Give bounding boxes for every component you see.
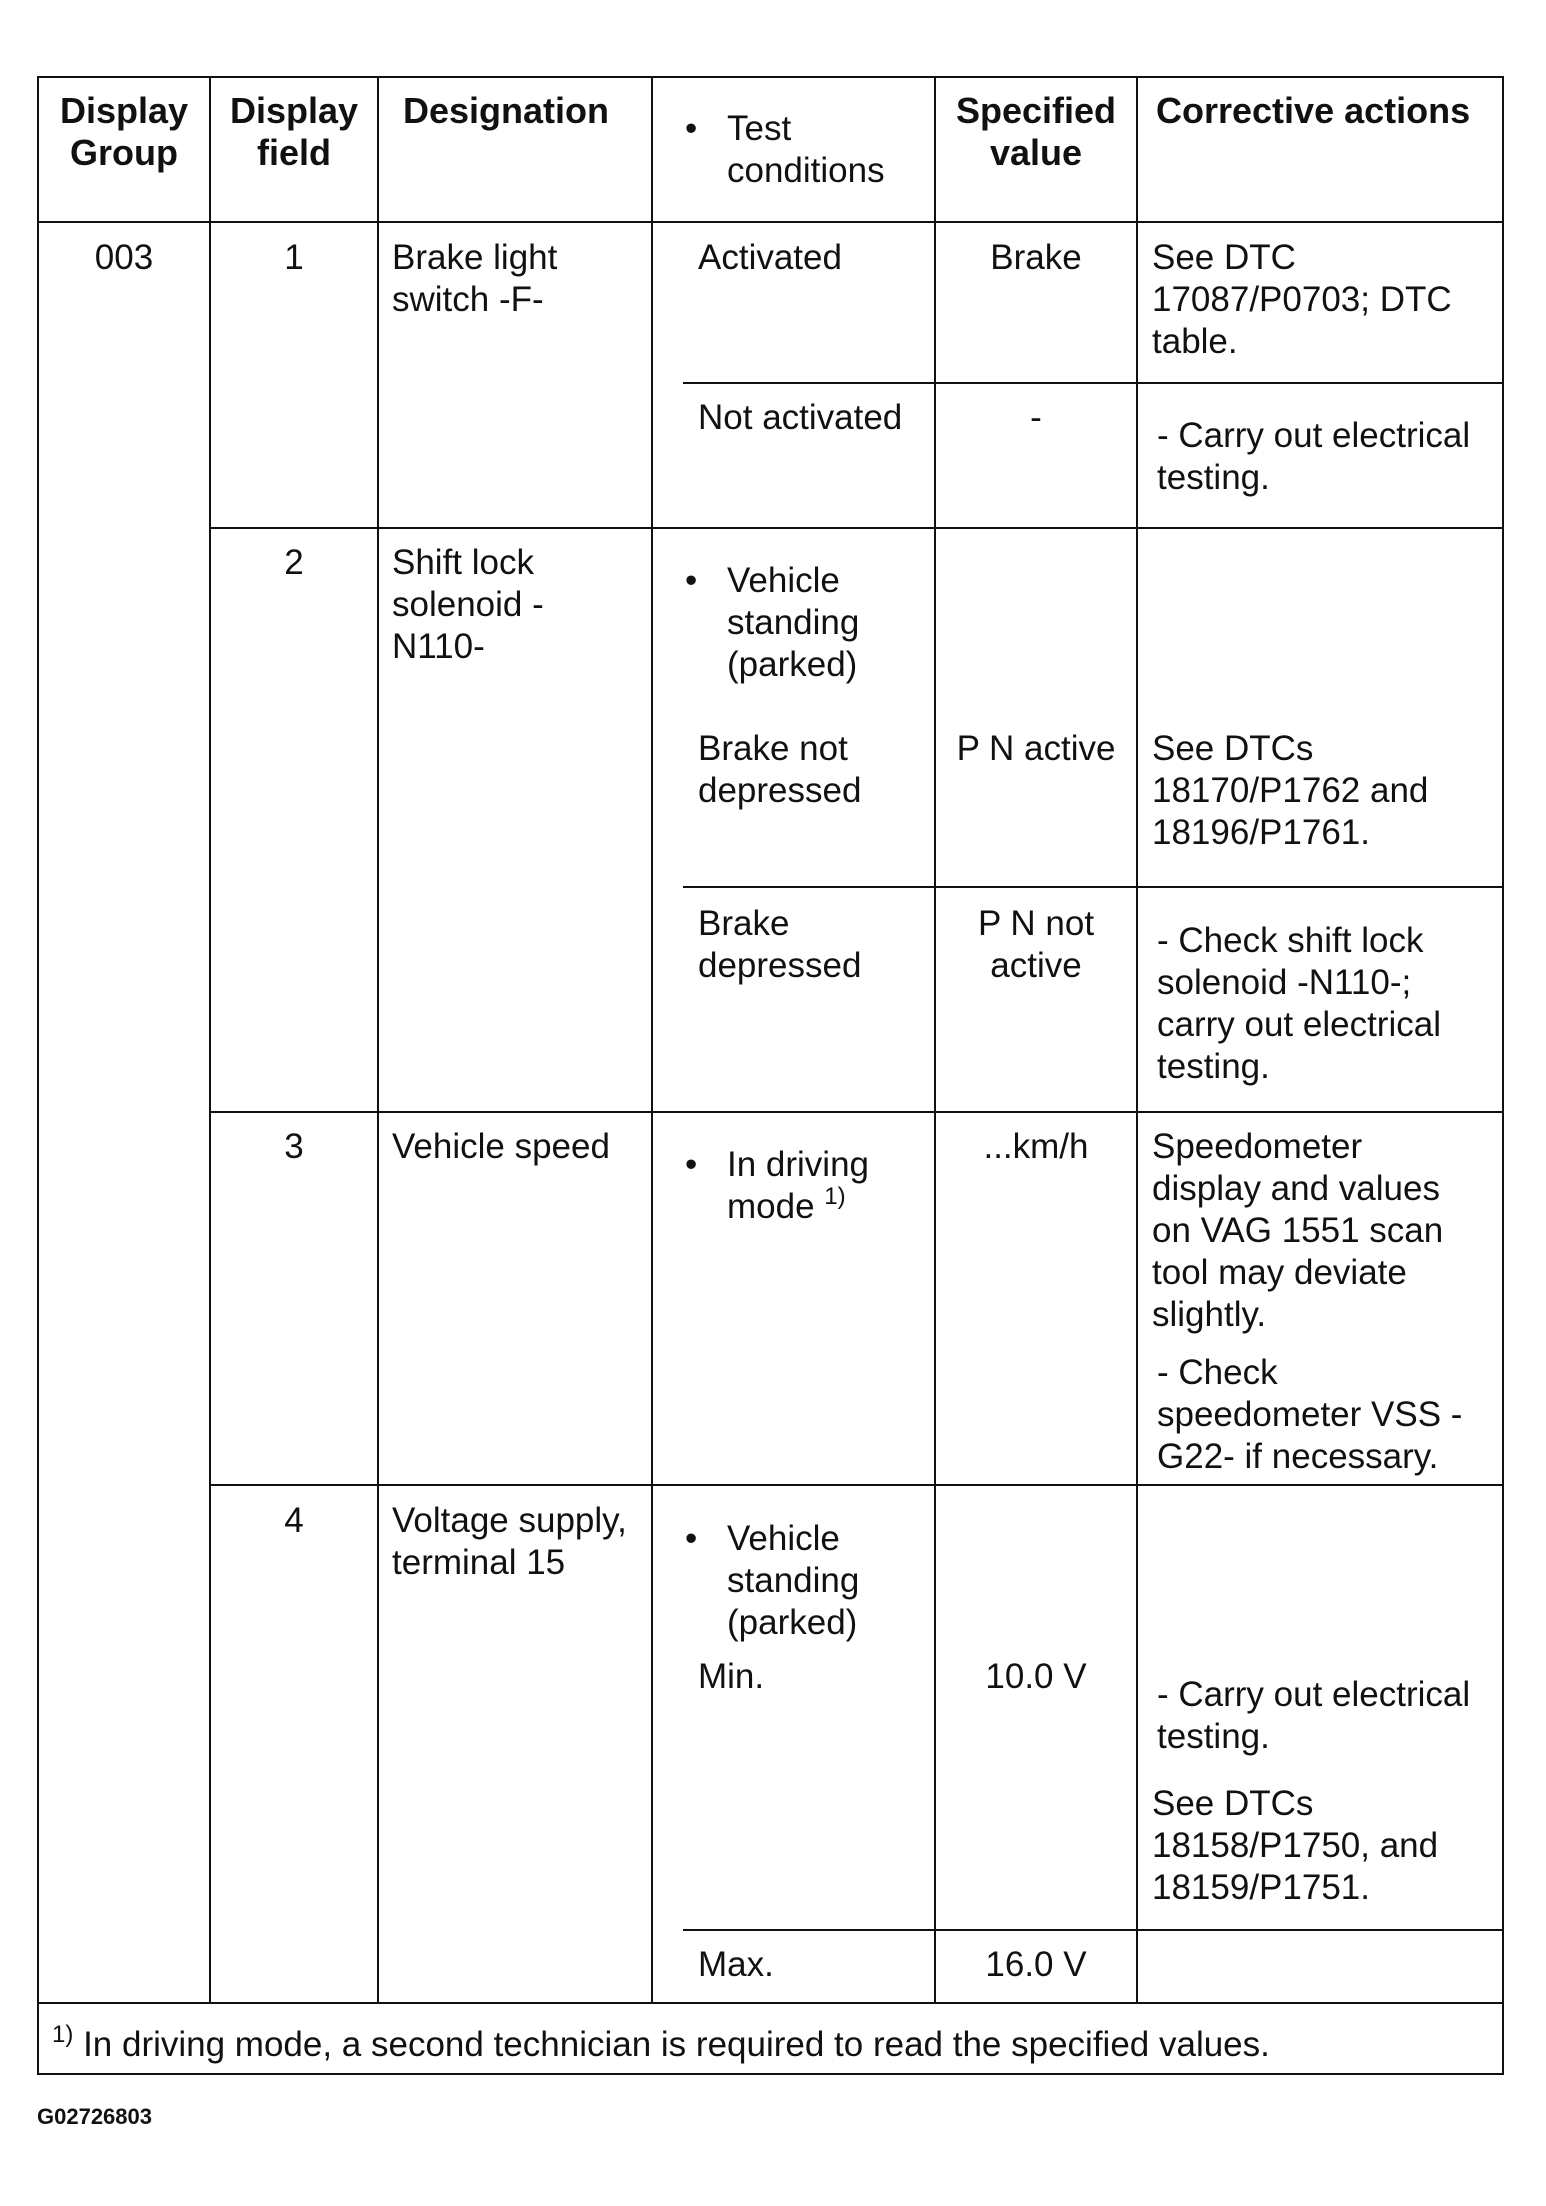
specified-value-cell: 10.0 V [985,1657,1087,1696]
row-divider [209,1484,1504,1486]
footnote-mark: 1) [52,2021,74,2048]
footnote-reference: 1) [824,1183,846,1210]
display-field-value: 2 [284,543,304,582]
designation-cell: Voltage supply, terminal 15 [392,1501,627,1582]
bullet-icon: • [685,561,698,600]
specified-value-cell: - [1030,398,1042,437]
test-condition-cell: Not activated [698,398,903,437]
header-display-field: Display field [229,90,359,173]
footnote [52,2021,1492,2066]
specified-value-cell: Brake [990,238,1082,277]
corrective-action-cell: See DTCs 18158/P1750, and 18159/P1751. [1152,1784,1439,1907]
corrective-action-cell: - Check shift lock solenoid -N110-; carry out electrical testing. [1157,921,1441,1086]
sub-row-divider [683,382,1504,384]
header-divider [37,221,1504,223]
test-condition-text: In driving mode [727,1145,870,1226]
display-group-value: 003 [94,238,154,277]
header-specified-value: Specified value [955,90,1117,173]
specified-value-cell: ...km/h [983,1127,1089,1166]
designation-cell: Brake light switch -F- [392,238,558,319]
row-divider [209,1111,1504,1113]
corrective-action-cell: - Carry out electrical testing. [1157,1675,1471,1756]
sub-row-divider [683,886,1504,888]
header-display-group: Display Group [59,90,189,173]
col-divider [377,76,379,2002]
bullet-icon: • [685,1145,698,1184]
corrective-action-cell: - Carry out electrical testing. [1157,416,1471,497]
designation-cell: Vehicle speed [392,1127,610,1166]
sub-row-divider [683,1929,1504,1931]
specified-value-cell: P N active [956,729,1116,768]
display-field-value: 4 [284,1501,304,1540]
corrective-action-cell: See DTC 17087/P0703; DTC table. [1152,238,1452,361]
header-designation: Designation [403,90,610,131]
footnote-divider [37,2002,1504,2004]
test-condition-bullet: Vehicle standing (parked) [727,561,860,684]
test-condition-cell: Max. [698,1945,774,1984]
test-condition-cell: Activated [698,238,842,277]
specified-value-cell: 16.0 V [985,1945,1087,1984]
footnote-text: In driving mode, a second technician is required to read the specified values. [73,2025,1270,2064]
specified-value-cell: P N not active [977,904,1095,985]
bullet-icon: • [685,1519,698,1558]
col-divider [209,76,211,2002]
display-field-value: 3 [284,1127,304,1166]
display-field-value: 1 [284,238,304,277]
test-condition-bullet: Vehicle standing (parked) [727,1519,860,1642]
test-condition-cell: Brake not depressed [698,729,862,810]
corrective-action-cell: - Check speedometer VSS - G22- if necessary. [1157,1353,1463,1476]
corrective-action-cell: Speedometer display and values on VAG 1551 scan tool may deviate slightly. [1152,1127,1444,1334]
col-divider [651,76,653,2002]
designation-cell: Shift lock solenoid - N110- [392,543,544,666]
figure-code: G02726803 [37,2104,152,2129]
test-condition-bullet [727,1144,927,1232]
bullet-icon: • [685,109,698,148]
row-divider [209,527,1504,529]
col-divider [934,76,936,2002]
header-test-conditions: Test conditions [727,109,885,190]
corrective-action-cell: See DTCs 18170/P1762 and 18196/P1761. [1152,729,1429,852]
col-divider [1136,76,1138,2002]
header-corrective-actions: Corrective actions [1156,90,1471,131]
test-condition-cell: Min. [698,1657,765,1696]
test-condition-cell: Brake depressed [698,904,862,985]
